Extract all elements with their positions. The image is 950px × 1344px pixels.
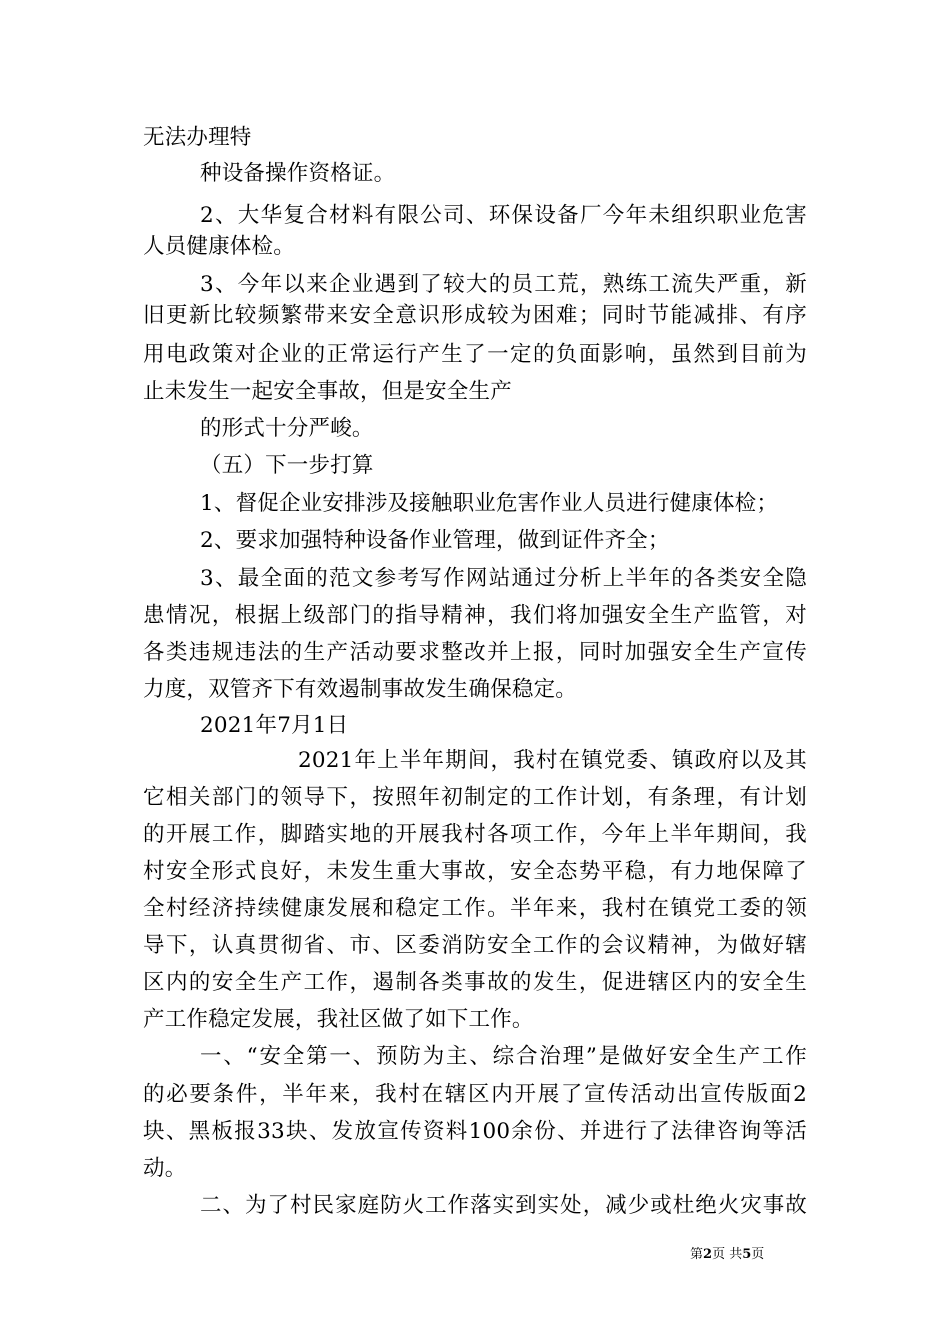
current-page-number: 2: [703, 1247, 713, 1262]
text-line: 人员健康体检。: [143, 234, 295, 259]
text-line: 患情况，根据上级部门的指导精神，我们将加强安全生产监管，对: [143, 603, 807, 628]
text-line: 产工作稳定发展，我社区做了如下工作。: [143, 1007, 534, 1032]
text-line: 2、要求加强特种设备作业管理，做到证件齐全；: [200, 528, 670, 553]
footer-prefix: 第: [690, 1247, 704, 1262]
text-line: 区内的安全生产工作，遏制各类事故的发生，促进辖区内的安全生: [143, 970, 807, 995]
text-line: 止未发生一起安全事故，但是安全生产: [143, 379, 512, 404]
text-line: 二、为了村民家庭防火工作落实到实处，减少或杜绝火灾事故: [200, 1193, 807, 1218]
section-heading: （五）下一步打算: [200, 453, 374, 478]
footer-middle: 页 共: [712, 1247, 743, 1262]
text-line: 村安全形式良好，未发生重大事故，安全态势平稳，有力地保障了: [143, 859, 807, 884]
text-line: 3、今年以来企业遇到了较大的员工荒，熟练工流失严重，新: [200, 272, 807, 297]
text-line: 各类违规违法的生产活动要求整改并上报，同时加强安全生产宣传: [143, 640, 807, 665]
text-line: 2、大华复合材料有限公司、环保设备厂今年未组织职业危害: [200, 203, 807, 228]
text-line: 1、督促企业安排涉及接触职业危害作业人员进行健康体检；: [200, 491, 779, 516]
text-line: 的形式十分严峻。: [200, 416, 374, 441]
text-line: 的开展工作，脚踏实地的开展我村各项工作，今年上半年期间，我: [143, 822, 807, 847]
total-pages-number: 5: [742, 1247, 752, 1262]
text-line: 3、最全面的范文参考写作网站通过分析上半年的各类安全隐: [200, 566, 807, 591]
text-line: 无法办理特: [143, 125, 252, 150]
text-line: 一、“安全第一、预防为主、综合治理”是做好安全生产工作: [200, 1044, 807, 1069]
page-footer: [690, 1246, 764, 1264]
text-line: 力度，双管齐下有效遏制事故发生确保稳定。: [143, 677, 578, 702]
text-line: 块、黑板报33块、发放宣传资料100余份、并进行了法律咨询等活: [143, 1119, 807, 1144]
text-line: 的必要条件，半年来，我村在辖区内开展了宣传活动出宣传版面2: [143, 1082, 807, 1107]
text-line: 用电政策对企业的正常运行产生了一定的负面影响，虽然到目前为: [143, 342, 807, 367]
text-line: 全村经济持续健康发展和稳定工作。半年来，我村在镇党工委的领: [143, 896, 807, 921]
text-line: 动。: [143, 1156, 187, 1181]
text-line: 2021年上半年期间，我村在镇党委、镇政府以及其: [298, 748, 807, 773]
footer-suffix: 页: [751, 1247, 765, 1262]
text-line: 旧更新比较频繁带来安全意识形成较为困难；同时节能减排、有序: [143, 303, 807, 328]
text-line: 种设备操作资格证。: [200, 161, 396, 186]
date-line: 2021年7月1日: [200, 713, 349, 738]
text-line: 它相关部门的领导下，按照年初制定的工作计划，有条理，有计划: [143, 785, 807, 810]
text-line: 导下，认真贯彻省、市、区委消防安全工作的会议精神，为做好辖: [143, 933, 807, 958]
